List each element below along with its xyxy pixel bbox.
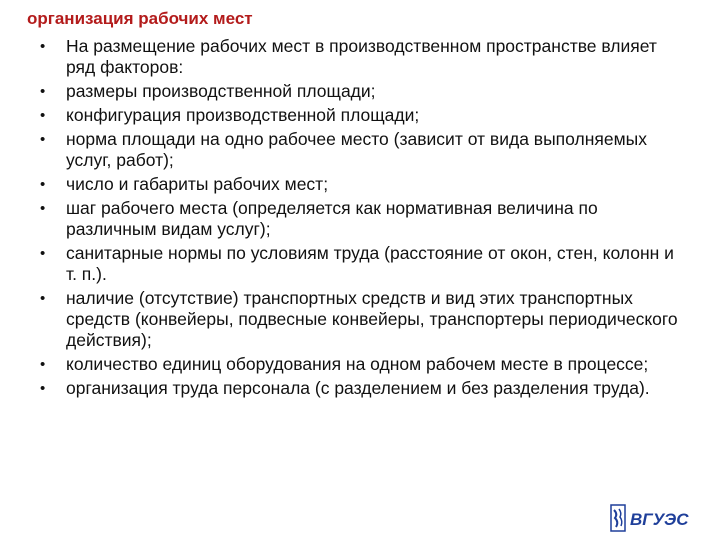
factor-list [40,36,680,402]
list-item-text: наличие (отсутствие) транспортных средств и вид этих транспортных средств (конвейеры, подвесные конвейеры, транспортеры периодического действия); [66,288,678,350]
university-logo-icon [610,504,700,532]
list-item [40,36,680,78]
bullet-icon: • [40,38,46,55]
list-item-text: организация труда персонала (с разделением и без разделения труда). [66,378,650,398]
list-item [40,81,680,102]
list-item-text: число и габариты рабочих мест; [66,174,329,194]
list-item [40,378,680,399]
bullet-icon: • [40,176,46,193]
list-item [40,288,680,351]
slide-title: организация рабочих мест [27,9,253,28]
list-item-text: размеры производственной площади; [66,81,376,101]
list-item [40,354,680,375]
list-item-text: норма площади на одно рабочее место (зависит от вида выполняемых услуг, работ); [66,129,647,170]
list-item-text: количество единиц оборудования на одном рабочем месте в процессе; [66,354,649,374]
bullet-icon: • [40,200,46,217]
list-item-text: На размещение рабочих мест в производственном пространстве влияет ряд факторов: [66,36,657,77]
list-item [40,198,680,240]
bullet-icon: • [40,107,46,124]
list-item [40,243,680,285]
list-item [40,129,680,171]
bullet-icon: • [40,290,46,307]
bullet-icon: • [40,83,46,100]
logo-text: ВГУЭС [630,510,689,529]
list-item-text: шаг рабочего места (определяется как нормативная величина по различным видам услуг); [66,198,598,239]
bullet-icon: • [40,245,46,262]
university-logo [610,504,700,532]
bullet-icon: • [40,380,46,397]
bullet-icon: • [40,131,46,148]
list-item-text: конфигурация производственной площади; [66,105,420,125]
list-item-text: санитарные нормы по условиям труда (расстояние от окон, стен, колонн и т. п.). [66,243,674,284]
list-item [40,174,680,195]
list-item [40,105,680,126]
bullet-icon: • [40,356,46,373]
